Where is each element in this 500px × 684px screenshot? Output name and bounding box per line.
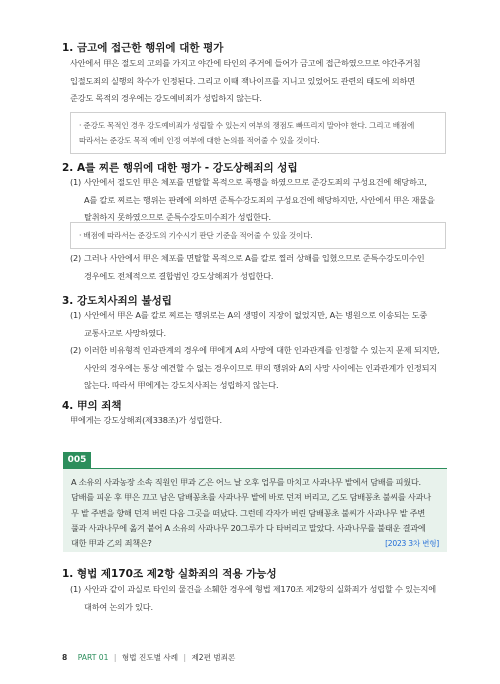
item-number: (1) bbox=[70, 584, 81, 594]
note-line: 따라서는 준강도 목적 예비 인정 여부에 대한 논의를 적어줄 수 있을 것이다. bbox=[79, 136, 320, 145]
section-1-paragraph bbox=[70, 55, 460, 108]
answer-section-1-item-1 bbox=[70, 581, 460, 617]
paragraph-line: 입절도죄의 실행의 착수가 인정된다. 그리고 이때 잭나이프를 지니고 있었어도 관련의 태도에 의하면 bbox=[70, 75, 415, 86]
item-line: 경우에도 전체적으로 결합범인 강도상해죄가 성립한다. bbox=[84, 270, 274, 281]
section-4-heading: 4. 甲의 죄책 bbox=[62, 400, 122, 412]
item-line: 교통사고로 사망하였다. bbox=[84, 327, 166, 338]
item-line: 그러나 사안에서 甲은 체포를 면탈할 목적으로 A를 칼로 찔러 상해를 입혔으므로 준특수강도미수인 bbox=[84, 253, 425, 263]
item-line: 사안의 경우에는 통상 예견할 수 없는 경우이므로 甲의 행위와 A의 사망 사이에는 인과관계가 인정되지 bbox=[84, 362, 437, 373]
case-line: 풀과 사과나무에 옮겨 붙어 A 소유의 사과나무 20그루가 다 타버리고 말았다. 사과나무를 불태운 결과에 bbox=[71, 522, 426, 533]
item-line: 사안과 같이 과실로 타인의 물건을 소훼한 경우에 형법 제170조 제2항의 실화죄가 성립할 수 있는지에 bbox=[84, 584, 436, 594]
item-number: (1) bbox=[70, 177, 81, 187]
paragraph-line: 사안에서 甲은 절도의 고의를 가지고 야간에 타인의 주거에 들어가 금고에 접근하였으므로 야간주거침 bbox=[70, 58, 421, 68]
case-number-tag: 005 bbox=[63, 452, 91, 468]
case-line: 무 밭 주변을 향해 던져 버린 다음 그곳을 떠났다. 그런데 각자가 버린 담배꽁초 불씨가 사과나무 밭 주변 bbox=[71, 507, 426, 518]
item-line: A를 칼로 찌르는 행위는 판례에 의하면 준특수강도죄의 구성요건에 해당하지만, 사안에서 甲은 재물을 bbox=[84, 194, 435, 205]
section-2-item-2 bbox=[70, 250, 460, 286]
item-line: 사안에서 甲은 A를 칼로 찌르는 행위로는 A의 생명이 지장이 없었지만, A는 병원으로 이송되는 도중 bbox=[84, 310, 428, 320]
case-box bbox=[63, 468, 447, 552]
footer-separator: | bbox=[183, 653, 187, 662]
note-line: · 준강도 목적인 경우 강도예비죄가 성립할 수 있는지 여부의 쟁점도 빠뜨리지 말아야 한다. 그리고 배점에 bbox=[79, 121, 415, 130]
case-question: 대한 甲과 乙의 죄책은? bbox=[71, 538, 152, 549]
section-2-item-1 bbox=[70, 174, 460, 228]
section-3-item-1 bbox=[70, 307, 460, 343]
section-1-note-box bbox=[70, 112, 446, 154]
section-2-note-box bbox=[70, 222, 446, 249]
case-line: 담배를 피운 후 甲은 끄고 남은 담배꽁초를 사과나무 밭에 바로 던져 버리고, 乙도 담배꽁초 불씨를 사과나 bbox=[71, 492, 431, 503]
answer-section-1-heading: 1. 형법 제170조 제2항 실화죄의 적용 가능성 bbox=[62, 568, 277, 580]
footer-book-title: 형법 진도별 사례 bbox=[121, 653, 179, 662]
item-line: 탈취하지 못하였으므로 준특수강도미수죄가 성립한다. bbox=[84, 212, 271, 222]
item-number: (2) bbox=[70, 345, 81, 355]
item-line: 대하여 논의가 있다. bbox=[84, 601, 153, 612]
footer-part: PART 01 bbox=[77, 653, 109, 662]
item-number: (2) bbox=[70, 253, 81, 263]
item-line: 이러한 비유형적 인과관계의 경우에 甲에게 A의 사망에 대한 인과관계를 인정할 수 있는지 문제 되지만, bbox=[84, 345, 440, 355]
case-line-last bbox=[71, 536, 439, 551]
section-3-heading: 3. 강도치사죄의 불성립 bbox=[62, 295, 172, 307]
case-line: A 소유의 사과농장 소속 직원인 甲과 乙은 어느 날 오후 업무를 마치고 사과나무 밭에서 담배를 피웠다. bbox=[71, 477, 421, 487]
footer-separator: | bbox=[113, 653, 117, 662]
page-number: 8 bbox=[62, 653, 68, 662]
section-2-heading: 2. A를 찌른 행위에 대한 평가 - 강도상해죄의 성립 bbox=[62, 162, 298, 174]
item-line: 않는다. 따라서 甲에게는 강도치사죄는 성립하지 않는다. bbox=[84, 380, 279, 390]
paragraph-line: 준강도 목적의 경우에는 강도예비죄가 성립하지 않는다. bbox=[70, 93, 262, 103]
section-4-paragraph: 甲에게는 강도상해죄(제338조)가 성립한다. bbox=[70, 415, 222, 425]
item-number: (1) bbox=[70, 310, 81, 320]
page-footer bbox=[62, 652, 235, 663]
footer-chapter: 제2편 범죄론 bbox=[191, 653, 236, 662]
section-1-heading: 1. 금고에 접근한 행위에 대한 평가 bbox=[62, 42, 224, 54]
exam-source-label: [2023 3차 변형] bbox=[385, 539, 439, 549]
section-3-item-2 bbox=[70, 342, 460, 396]
note-line: · 배점에 따라서는 준강도의 기수시기 판단 기준을 적어줄 수 있을 것이다. bbox=[79, 231, 313, 240]
item-line: 사안에서 절도인 甲은 체포를 면탈할 목적으로 폭행을 하였으므로 준강도죄의 구성요건에 해당하고, bbox=[84, 177, 427, 187]
